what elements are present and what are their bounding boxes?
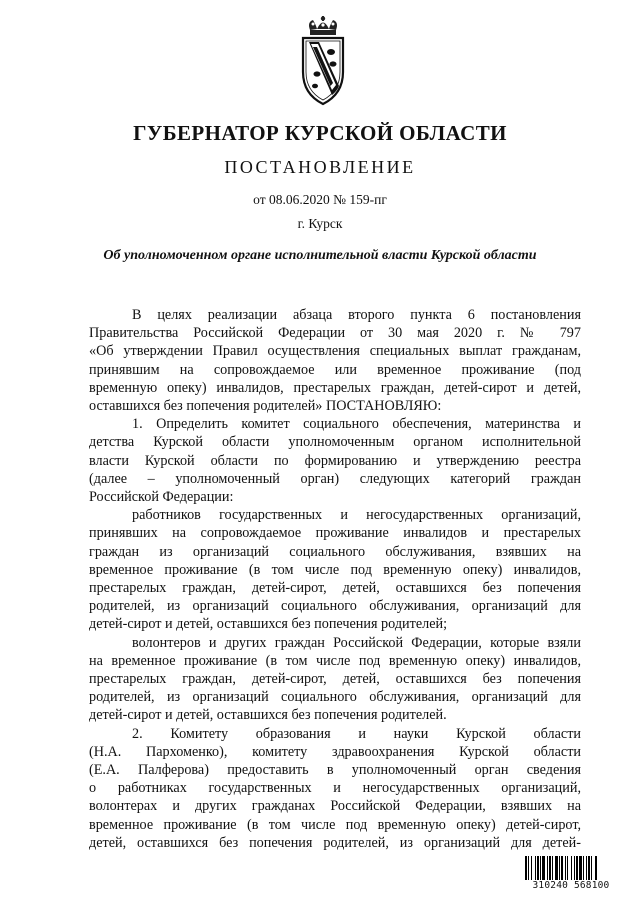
- body-line: (Е.А. Палферова) предоставить в уполномоченный орган сведения: [89, 762, 581, 779]
- body-line: граждан из организаций социального обслуживания, взявших на: [89, 543, 581, 560]
- body-line: временное проживание (в том числе под временную опеку) инвалидов,: [89, 561, 581, 578]
- body-line: 1. Определить комитет социального обеспечения, материнства и: [132, 416, 581, 433]
- body-line: принявших на сопровождаемое проживание инвалидов и престарелых: [89, 525, 581, 542]
- document-date-number: от 08.06.2020 № 159-пг: [253, 192, 387, 207]
- document-city: г. Курск: [297, 216, 343, 231]
- body-line: волонтеров и других граждан Российской Федерации, которые взяли: [132, 634, 581, 651]
- document-type-title: ПОСТАНОВЛЕНИЕ: [224, 157, 416, 177]
- body-line: престарелых граждан, детей-сирот, детей, оставшихся без попечения: [89, 580, 581, 597]
- body-line: временное проживание (в том числе под временную опеку) детей-сирот,: [89, 816, 581, 833]
- body-line: власти Курской области по формированию и утверждению реестра: [89, 452, 581, 469]
- body-line: детей-сирот и детей, оставшихся без попечения родителей;: [89, 616, 448, 633]
- body-line: на временное проживание (в том числе под временную опеку) инвалидов,: [89, 652, 581, 669]
- body-line: о работниках государственных и негосударственных организаций,: [89, 780, 581, 797]
- body-line: детей, оставшихся без попечения родителей, из организаций для детей-: [89, 834, 581, 851]
- body-line: Российской Федерации:: [89, 489, 234, 506]
- body-line: работников государственных и негосударственных организаций,: [132, 507, 581, 524]
- body-line: (далее – уполномоченный орган) следующих категорий граждан: [89, 470, 581, 487]
- body-line: В целях реализации абзаца второго пункта 6 постановления: [132, 307, 581, 323]
- body-line: принявшим на сопровождаемое или временное проживание (под: [89, 361, 581, 378]
- body-line: детей-сирот и детей, оставшихся без попечения родителей.: [89, 707, 447, 724]
- body-line: волонтерах и других гражданах Российской Федерации, взявших на: [89, 798, 581, 815]
- body-line: оставшихся без попечения родителей» ПОСТАНОВЛЯЮ:: [89, 398, 442, 415]
- coat-of-arms-emblem: [297, 16, 349, 108]
- document-heading: Об уполномоченном органе исполнительной власти Курской области: [103, 248, 537, 263]
- body-line: родителей, из организаций социального обслуживания, организаций для: [89, 689, 581, 706]
- body-line: (Н.А. Пархоменко), комитету здравоохранения Курской области: [89, 743, 581, 760]
- document-body-text: [89, 306, 581, 852]
- barcode-number: 310240 568100: [525, 880, 617, 891]
- body-line: Правительства Российской Федерации от 30 мая 2020 г. № 797: [89, 325, 581, 342]
- body-line: временную опеку) инвалидов, престарелых граждан, детей-сирот и детей,: [89, 379, 581, 396]
- body-line: родителей, из организаций социального обслуживания, организаций для: [89, 598, 581, 615]
- document-authority-title: ГУБЕРНАТОР КУРСКОЙ ОБЛАСТИ: [133, 121, 507, 145]
- body-line: престарелых граждан, детей-сирот, детей, оставшихся без попечения: [89, 671, 581, 688]
- body-line: детства Курской области уполномоченным органом исполнительной: [89, 434, 581, 451]
- body-line: 2. Комитету образования и науки Курской области: [132, 725, 581, 742]
- body-line: «Об утверждении Правил осуществления специальных выплат гражданам,: [89, 343, 581, 360]
